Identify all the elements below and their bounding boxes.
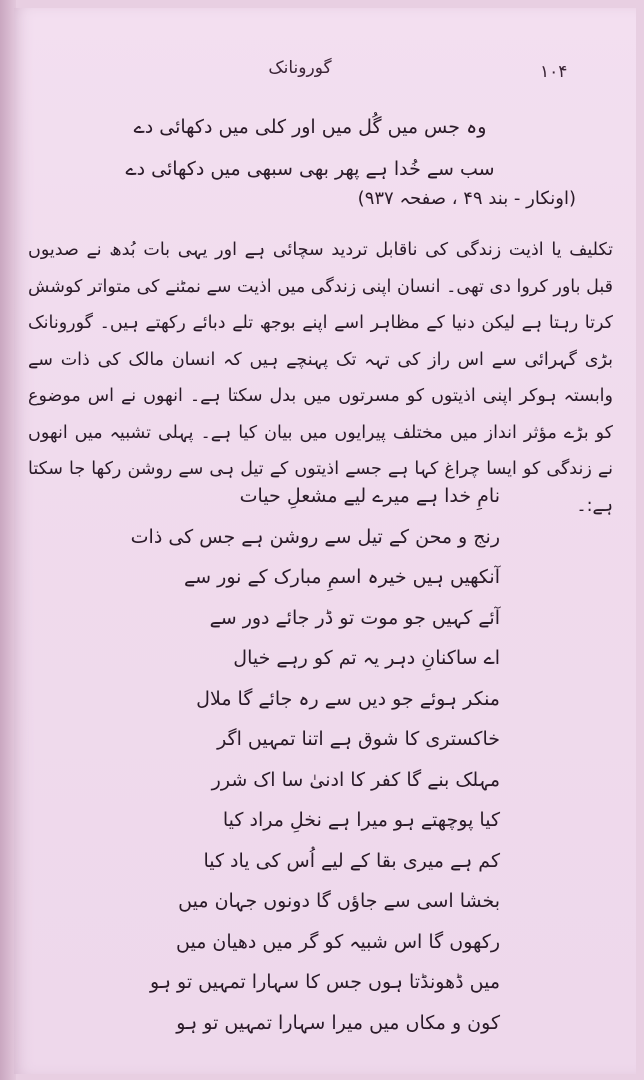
poem-line: بخشا اسی سے جاؤں گا دونوں جہان میں	[178, 890, 500, 912]
poem-line: منکر ہوئے جو دیں سے رہ جائے گا ملال	[196, 687, 500, 710]
quote-line: سب سے خُدا ہے پھر بھی سبھی میں دکھائی دے	[125, 158, 495, 180]
running-header-title: گورونانک	[268, 58, 332, 78]
poem-line: نامِ خدا ہے میرے لیے مشعلِ حیات	[239, 485, 500, 507]
poem-line: رنج و محن کے تیل سے روشن ہے جس کی ذات	[130, 525, 500, 548]
poem-line: آنکھیں ہیں خیرہ اسمِ مبارک کے نور سے	[184, 566, 500, 588]
poem-line: کم ہے میری بقا کے لیے اُس کی یاد کیا	[203, 849, 500, 872]
poem-line: اے ساکنانِ دہر یہ تم کو رہے خیال	[233, 647, 500, 669]
poem-line: کیا پوچھتے ہو میرا ہے نخلِ مراد کیا	[222, 809, 500, 831]
paragraph-text: تکلیف یا اذیت زندگی کی ناقابل تردید سچائی ہے اور یہی بات بُدھ نے صدیوں قبل باور کروا دی تھی۔ انسان اپنی زندگی میں اذیت سے نمٹنے کی متواتر کوشش کرتا رہتا ہے لیکن دنیا کے مظاہر اسے اپنے بوجھ تلے دبائے رکھتے ہیں۔ گورونانک بڑی گہرائی سے اس راز کی تہہ تک پہنچے ہیں کہ انسان مالک کی ذات سے وابستہ ہوکر اپنی اذیتوں کو مسرتوں میں بدل سکتا ہے۔ انھوں نے اس موضوع کو بڑے مؤثر انداز میں مختلف پیرایوں میں بیان کیا ہے۔ پہلی تشبیہ میں انھوں نے زندگی کو ایسا چراغ کہا ہے جسے اذیتوں کے تیل ہی سے روشن رکھا جا سکتا ہے:۔	[28, 240, 613, 516]
poem-line: میں ڈھونڈتا ہوں جس کا سہارا تمہیں تو ہو	[150, 971, 500, 993]
poem-line: کون و مکاں میں میرا سہارا تمہیں تو ہو	[176, 1011, 500, 1034]
quote-citation: (اونکار - بند ۴۹ ، صفحہ ۹۳۷)	[357, 188, 576, 209]
poem-line: رکھوں گا اس شبیہ کو گر میں دھیان میں	[176, 930, 500, 953]
poem-line: آئے کہیں جو موت تو ڈر جائے دور سے	[209, 606, 500, 629]
poem-line: خاکستری کا شوق ہے اتنا تمہیں اگر	[217, 728, 500, 750]
page-number: ۱۰۴	[540, 62, 568, 82]
quote-line: وہ جس میں گُل میں اور کلی میں دکھائی دے	[133, 116, 487, 138]
poem-line: مہلک بنے گا کفر کا ادنیٰ سا اک شرر	[211, 768, 500, 791]
opening-quote	[100, 106, 520, 190]
poem-block	[130, 476, 500, 1043]
